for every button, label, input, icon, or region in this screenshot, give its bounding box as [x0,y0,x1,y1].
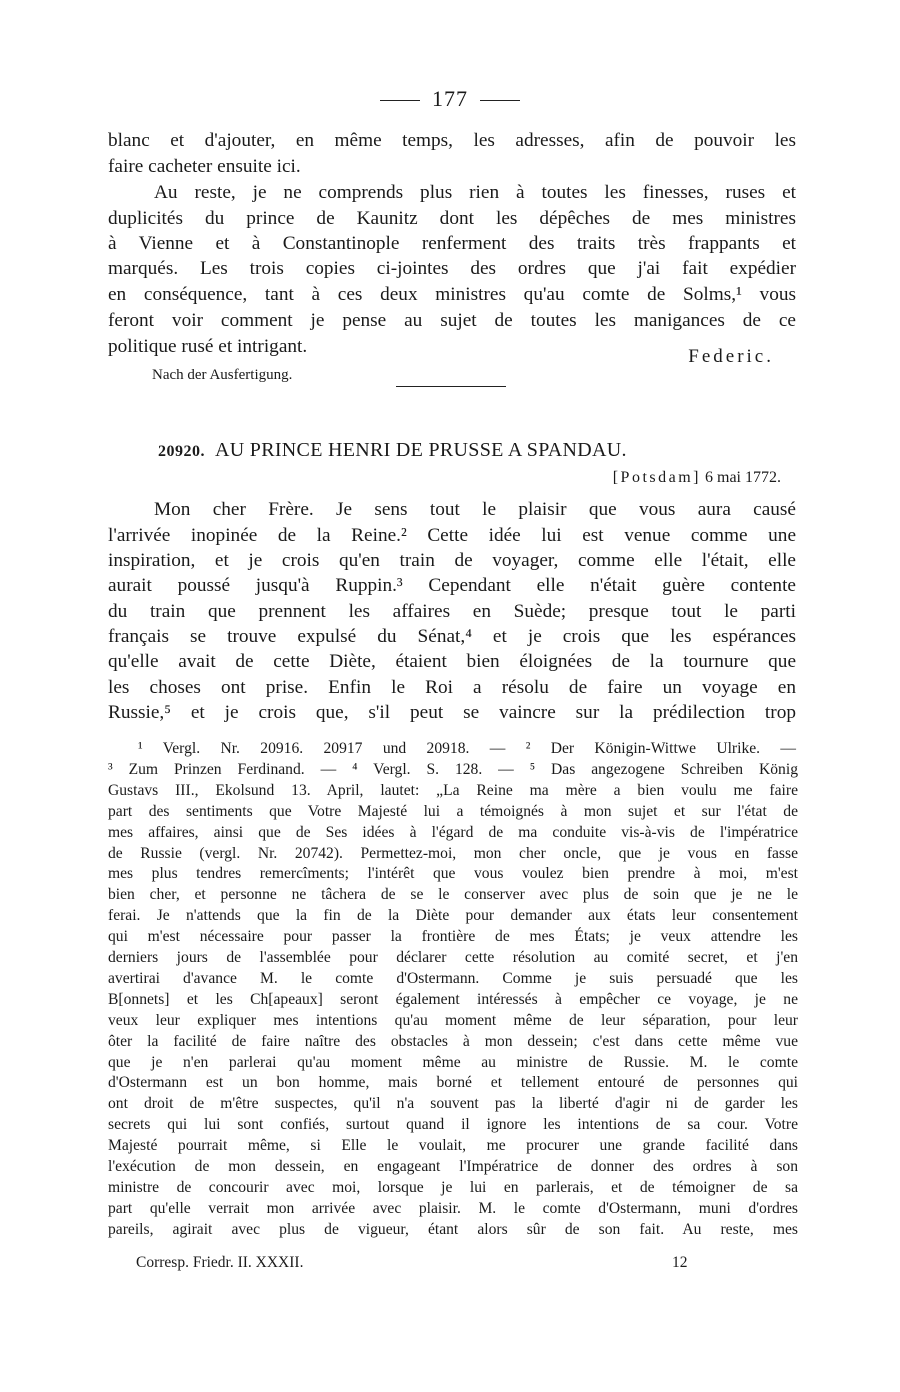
footnote-line: ministre de concourir avec moi, lorsque je lui en parlerais, et de témoigner de sa [108,1179,798,1196]
letter-line: l'arrivée inopinée de la Reine.² Cette idée lui est venue comme une [108,525,796,546]
footnote-line: mes affaires, ainsi que de Ses idées à l'égard de ma conduite vis-à-vis de l'impératrice [108,824,798,841]
footnote-line: ¹ Vergl. Nr. 20916. 20917 und 20918. — ² Der Königin-Wittwe Ulrike. — [138,740,796,757]
header-rule-right [480,100,520,101]
letter-number: 20920. [158,443,205,460]
letter-line: les choses ont prise. Enfin le Roi a résolu de faire un voyage en [108,677,796,698]
footnote-line: avertirai d'avance M. le comte d'Ostermann. Comme je suis persuadé que les [108,970,798,987]
footnote-line: ont droit de m'être suspectes, qu'il n'a souvent pas la liberté d'agir ni de garder les [108,1095,798,1112]
letter-line: Mon cher Frère. Je sens tout le plaisir que vous aura causé [154,499,796,520]
letter-line: inspiration, et je crois qu'en train de voyager, comme elle l'était, elle [108,550,796,571]
footnote-line: qui m'est nécessaire pour passer la frontière de mes États; je veux attendre les [108,928,798,945]
letter-line: qu'elle avait de cette Diète, étaient bien éloignées de la tournure que [108,651,796,672]
footnote-line: part des sentiments que Votre Majesté lui a témoignés à mon sujet et sur l'état de [108,803,798,820]
letter-line: du train que prennent les affaires en Suède; presque tout le parti [108,601,796,622]
footnote-line: Majesté pourrait même, si Elle le voulait, me procurer une grande facilité dans [108,1137,798,1154]
footnote-line: ³ Zum Prinzen Ferdinand. — ⁴ Vergl. S. 128. — ⁵ Das angezogene Schreiben König [108,761,798,778]
letter-dateline [613,469,781,487]
paragraph-line: duplicités du prince de Kaunitz dont les dépêches de mes ministres [108,208,796,229]
section-separator [396,386,506,387]
footnote-line: pareils, agirait avec plus de vigueur, étant alors sûr de son fait. Au reste, mes [108,1221,798,1238]
footnote-line: mes plus tendres remercîments; l'intérêt que vous voulez bien prendre à moi, m'est [108,865,798,882]
page-header [0,86,900,112]
footnote-line: l'exécution de mon dessein, en engageant l'Impératrice de donner des ordres à son [108,1158,798,1175]
footnote-line: Gustavs III., Ekolsund 13. April, lautet: „La Reine ma mère a bien voulu me faire [108,782,798,799]
paragraph-line: en conséquence, tant à ces deux ministres qu'au comte de Solms,¹ vous [108,284,796,305]
paragraph-line: blanc et d'ajouter, en même temps, les adresses, afin de pouvoir les [108,130,796,151]
letter-line: aurait poussé jusqu'à Ruppin.³ Cependant elle n'était guère contente [108,575,796,596]
date-place: [Potsdam] [612,469,701,486]
page-number: 177 [432,86,468,111]
paragraph-line: feront voir comment je pense au sujet de toutes les manigances de ce [108,310,796,331]
footer-sheet-number: 12 [672,1254,688,1271]
source-note: Nach der Ausfertigung. [152,367,293,383]
footnote-line: ôter la facilité de faire naître des obstacles à mon dessein; c'est dans cette même vue [108,1033,798,1050]
paragraph-line: faire cacheter ensuite ici. [108,156,301,177]
footnote-line: que je n'en parlerai qu'au moment même au ministre de Russie. M. le comte [108,1054,798,1071]
footnote-line: ferai. Je n'attends que la fin de la Diète pour demander aux états leur consentement [108,907,798,924]
header-rule-left [380,100,420,101]
letter-title: AU PRINCE HENRI DE PRUSSE A SPANDAU. [215,439,627,461]
letter-line: Russie,⁵ et je crois que, s'il peut se vaincre sur la prédilection trop [108,702,796,723]
footnote-line: part qu'elle verrait mon arrivée avec plaisir. M. le comte d'Ostermann, muni d'ordres [108,1200,798,1217]
footnote-line: veux leur expliquer mes intentions qu'au moment même de leur séparation, pour leur [108,1012,798,1029]
paragraph-line: politique rusé et intrigant. [108,336,308,357]
signature: Federic. [688,346,774,367]
footnote-line: derniers jours de l'assemblée pour déclarer cette résolution au comité secret, et j'en [108,949,798,966]
footnote-line: secrets qui lui sont confiés, surtout quand il ignore les intentions de sa cour. Votre [108,1116,798,1133]
date-rest: 6 mai 1772. [701,469,781,486]
letter-heading [158,439,627,462]
paragraph-line: à Vienne et à Constantinople renferment des traits très frappants et [108,233,796,254]
letter-line: français se trouve expulsé du Sénat,⁴ et je crois que les espérances [108,626,796,647]
footnote-line: bien cher, et personne ne tâchera de se le conserver avec plus de soin que je ne le [108,886,798,903]
paragraph-line: Au reste, je ne comprends plus rien à toutes les finesses, ruses et [154,182,796,203]
footnote-line: d'Ostermann est un bon homme, mais borné et tellement entouré de personnes qui [108,1074,798,1091]
footer-signature-mark: Corresp. Friedr. II. XXXII. [136,1254,304,1271]
paragraph-line: marqués. Les trois copies ci-jointes des ordres que j'ai fait expédier [108,258,796,279]
footnote-line: B[onnets] et les Ch[apeaux] seront également intéressés à empêcher ce voyage, je ne [108,991,798,1008]
footnote-line: de Russie (vergl. Nr. 20742). Permettez-moi, mon cher oncle, que je vous en fasse [108,845,798,862]
